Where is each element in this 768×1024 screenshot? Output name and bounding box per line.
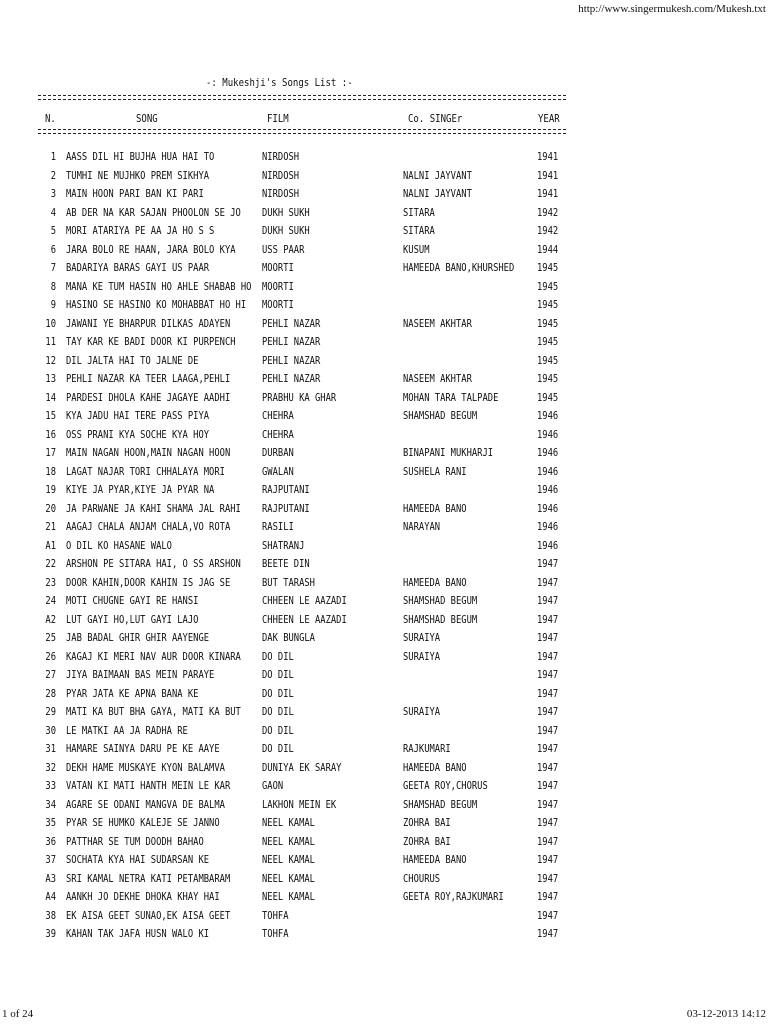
- cell-year: 1947: [537, 668, 559, 681]
- table-row: [0, 243, 768, 262]
- cell-song: HAMARE SAINYA DARU PE KE AAYE: [66, 742, 220, 755]
- cell-film: TOHFA: [262, 927, 289, 940]
- cell-year: 1941: [537, 168, 559, 182]
- cell-film: NEEL KAMAL: [262, 853, 315, 866]
- cell-n: 4: [50, 205, 56, 219]
- table-row: [0, 354, 768, 373]
- cell-film: NIRDOSH: [262, 187, 300, 200]
- cell-song: LUT GAYI HO,LUT GAYI LAJO: [66, 612, 199, 626]
- cell-singer: HAMEEDA BANO: [403, 575, 467, 589]
- cell-n: 33: [45, 779, 56, 792]
- table-row: [0, 724, 768, 743]
- cell-singer: KUSUM: [403, 242, 430, 256]
- cell-n: 37: [45, 853, 56, 866]
- cell-film: DUKH SUKH: [262, 224, 310, 237]
- cell-n: 2: [50, 168, 56, 182]
- cell-n: 36: [45, 834, 56, 848]
- cell-singer: SITARA: [403, 224, 435, 237]
- cell-year: 1947: [537, 834, 559, 848]
- cell-n: 30: [45, 723, 56, 737]
- cell-year: 1947: [537, 760, 559, 774]
- cell-song: PYAR SE HUMKO KALEJE SE JANNO: [66, 816, 220, 829]
- cell-n: 29: [45, 705, 56, 718]
- cell-song: LAGAT NAJAR TORI CHHALAYA MORI: [66, 464, 225, 478]
- cell-film: NIRDOSH: [262, 168, 300, 182]
- cell-year: 1947: [537, 927, 559, 940]
- cell-year: 1945: [537, 298, 559, 311]
- table-row: [0, 224, 768, 243]
- list-title: -: Mukeshji's Songs List :-: [206, 76, 353, 89]
- table-row: [0, 650, 768, 669]
- cell-film: DUKH SUKH: [262, 205, 310, 219]
- cell-singer: SHAMSHAD BEGUM: [403, 797, 478, 811]
- cell-film: USS PAAR: [262, 242, 305, 256]
- cell-song: JIYA BAIMAAN BAS MEIN PARAYE: [66, 668, 215, 681]
- cell-song: LE MATKI AA JA RADHA RE: [66, 723, 188, 737]
- cell-song: SOCHATA KYA HAI SUDARSAN KE: [66, 853, 210, 866]
- cell-singer: SHAMSHAD BEGUM: [403, 409, 478, 422]
- cell-year: 1947: [537, 705, 559, 718]
- cell-song: TUMHI NE MUJHKO PREM SIKHYA: [66, 168, 210, 182]
- cell-film: MOORTI: [262, 279, 294, 293]
- table-row: [0, 779, 768, 798]
- cell-year: 1945: [537, 372, 559, 385]
- header-rule-top: [38, 95, 566, 100]
- cell-n: 6: [50, 242, 56, 256]
- cell-film: TOHFA: [262, 908, 289, 922]
- table-row: [0, 539, 768, 558]
- cell-song: O DIL KO HASANE WALO: [66, 538, 172, 552]
- cell-year: 1945: [537, 390, 559, 404]
- cell-singer: GEETA ROY,RAJKUMARI: [403, 890, 504, 903]
- cell-year: 1947: [537, 594, 559, 607]
- cell-n: 19: [45, 483, 56, 496]
- cell-film: CHEHRA: [262, 409, 294, 422]
- table-row: [0, 409, 768, 428]
- column-header-n: N.: [45, 112, 56, 125]
- print-datetime: 03-12-2013 14:12: [686, 1008, 766, 1020]
- cell-n: 31: [45, 742, 56, 755]
- cell-year: 1942: [537, 224, 559, 237]
- cell-film: MOORTI: [262, 298, 294, 311]
- cell-year: 1947: [537, 779, 559, 792]
- table-row: [0, 742, 768, 761]
- cell-n: 26: [45, 649, 56, 663]
- cell-song: MAIN NAGAN HOON,MAIN NAGAN HOON: [66, 446, 231, 459]
- page-number: 1 of 24: [2, 1008, 34, 1020]
- cell-n: 28: [45, 686, 56, 700]
- cell-film: DO DIL: [262, 705, 294, 718]
- cell-singer: NARAYAN: [403, 520, 441, 533]
- cell-film: PEHLI NAZAR: [262, 372, 321, 385]
- cell-song: VATAN KI MATI HANTH MEIN LE KAR: [66, 779, 231, 792]
- column-header-film: FILM: [267, 112, 289, 125]
- cell-film: BUT TARASH: [262, 575, 315, 589]
- table-row: [0, 261, 768, 280]
- cell-year: 1947: [537, 723, 559, 737]
- cell-n: 13: [45, 372, 56, 385]
- cell-song: KYA JADU HAI TERE PASS PIYA: [66, 409, 210, 422]
- cell-n: 11: [45, 335, 56, 348]
- cell-year: 1946: [537, 446, 559, 459]
- table-row: [0, 576, 768, 595]
- cell-year: 1947: [537, 612, 559, 626]
- cell-n: 23: [45, 575, 56, 589]
- cell-n: 21: [45, 520, 56, 533]
- cell-n: 22: [45, 557, 56, 570]
- cell-year: 1946: [537, 464, 559, 478]
- table-row: [0, 687, 768, 706]
- cell-year: 1945: [537, 316, 559, 330]
- cell-year: 1941: [537, 150, 559, 163]
- cell-year: 1945: [537, 261, 559, 274]
- column-header-song: SONG: [136, 112, 158, 125]
- cell-film: NEEL KAMAL: [262, 890, 315, 903]
- cell-n: A1: [45, 538, 56, 552]
- table-row: [0, 872, 768, 891]
- cell-year: 1946: [537, 501, 559, 515]
- cell-film: NIRDOSH: [262, 150, 300, 163]
- table-row: [0, 465, 768, 484]
- cell-n: 3: [50, 187, 56, 200]
- cell-song: PYAR JATA KE APNA BANA KE: [66, 686, 199, 700]
- cell-n: 10: [45, 316, 56, 330]
- cell-film: PEHLI NAZAR: [262, 316, 321, 330]
- cell-song: DOOR KAHIN,DOOR KAHIN IS JAG SE: [66, 575, 231, 589]
- cell-year: 1941: [537, 187, 559, 200]
- cell-song: MORI ATARIYA PE AA JA HO S S: [66, 224, 215, 237]
- cell-film: PEHLI NAZAR: [262, 353, 321, 367]
- cell-n: 34: [45, 797, 56, 811]
- cell-year: 1946: [537, 538, 559, 552]
- cell-n: 32: [45, 760, 56, 774]
- cell-song: AANKH JO DEKHE DHOKA KHAY HAI: [66, 890, 220, 903]
- cell-film: PEHLI NAZAR: [262, 335, 321, 348]
- cell-year: 1947: [537, 853, 559, 866]
- cell-film: NEEL KAMAL: [262, 816, 315, 829]
- cell-song: AGARE SE ODANI MANGVA DE BALMA: [66, 797, 225, 811]
- cell-year: 1947: [537, 871, 559, 885]
- cell-n: 1: [50, 150, 56, 163]
- table-row: [0, 206, 768, 225]
- table-row: [0, 890, 768, 909]
- cell-singer: HAMEEDA BANO: [403, 853, 467, 866]
- songs-table: [0, 150, 768, 946]
- cell-n: 5: [50, 224, 56, 237]
- cell-song: MANA KE TUM HASIN HO AHLE SHABAB HO: [66, 279, 252, 293]
- cell-film: NEEL KAMAL: [262, 834, 315, 848]
- cell-singer: NALNI JAYVANT: [403, 168, 472, 182]
- cell-song: JAWANI YE BHARPUR DILKAS ADAYEN: [66, 316, 231, 330]
- column-header-year: YEAR: [538, 112, 560, 125]
- cell-song: MOTI CHUGNE GAYI RE HANSI: [66, 594, 199, 607]
- cell-film: RASILI: [262, 520, 294, 533]
- cell-film: MOORTI: [262, 261, 294, 274]
- table-row: [0, 520, 768, 539]
- table-row: [0, 169, 768, 188]
- page-url: http://www.singermukesh.com/Mukesh.txt: [578, 3, 766, 15]
- cell-film: BEETE DIN: [262, 557, 310, 570]
- cell-singer: GEETA ROY,CHORUS: [403, 779, 488, 792]
- cell-year: 1945: [537, 335, 559, 348]
- cell-film: DUNIYA EK SARAY: [262, 760, 342, 774]
- cell-film: CHHEEN LE AAZADI: [262, 594, 347, 607]
- cell-n: 8: [50, 279, 56, 293]
- table-row: [0, 428, 768, 447]
- cell-n: A2: [45, 612, 56, 626]
- table-row: [0, 557, 768, 576]
- cell-singer: ZOHRA BAI: [403, 834, 451, 848]
- cell-song: DEKH HAME MUSKAYE KYON BALAMVA: [66, 760, 225, 774]
- cell-year: 1947: [537, 686, 559, 700]
- cell-song: AB DER NA KAR SAJAN PHOOLON SE JO: [66, 205, 241, 219]
- cell-year: 1944: [537, 242, 559, 256]
- cell-film: RAJPUTANI: [262, 501, 310, 515]
- table-row: [0, 483, 768, 502]
- cell-film: NEEL KAMAL: [262, 871, 315, 885]
- cell-year: 1947: [537, 908, 559, 922]
- cell-song: JARA BOLO RE HAAN, JARA BOLO KYA: [66, 242, 236, 256]
- table-row: [0, 391, 768, 410]
- cell-singer: SHAMSHAD BEGUM: [403, 612, 478, 626]
- cell-n: 17: [45, 446, 56, 459]
- table-row: [0, 335, 768, 354]
- cell-n: 25: [45, 631, 56, 644]
- cell-singer: MOHAN TARA TALPADE: [403, 390, 499, 404]
- cell-n: 18: [45, 464, 56, 478]
- cell-song: KIYE JA PYAR,KIYE JA PYAR NA: [66, 483, 215, 496]
- table-row: [0, 798, 768, 817]
- cell-song: ARSHON PE SITARA HAI, O SS ARSHON: [66, 557, 241, 570]
- cell-year: 1946: [537, 427, 559, 441]
- cell-film: CHHEEN LE AAZADI: [262, 612, 347, 626]
- table-row: [0, 853, 768, 872]
- cell-singer: SURAIYA: [403, 705, 441, 718]
- cell-n: A3: [45, 871, 56, 885]
- cell-singer: SITARA: [403, 205, 435, 219]
- table-row: [0, 927, 768, 946]
- table-row: [0, 502, 768, 521]
- cell-song: KAGAJ KI MERI NAV AUR DOOR KINARA: [66, 649, 241, 663]
- cell-year: 1946: [537, 520, 559, 533]
- cell-film: DURBAN: [262, 446, 294, 459]
- cell-song: BADARIYA BARAS GAYI US PAAR: [66, 261, 210, 274]
- table-row: [0, 150, 768, 169]
- cell-n: 12: [45, 353, 56, 367]
- table-row: [0, 280, 768, 299]
- cell-singer: SURAIYA: [403, 631, 441, 644]
- cell-singer: NASEEM AKHTAR: [403, 372, 472, 385]
- cell-singer: CHOURUS: [403, 871, 441, 885]
- cell-song: MATI KA BUT BHA GAYA, MATI KA BUT: [66, 705, 241, 718]
- cell-year: 1946: [537, 409, 559, 422]
- cell-song: JA PARWANE JA KAHI SHAMA JAL RAHI: [66, 501, 241, 515]
- cell-singer: SUSHELA RANI: [403, 464, 467, 478]
- cell-song: AASS DIL HI BUJHA HUA HAI TO: [66, 150, 215, 163]
- cell-song: OSS PRANI KYA SOCHE KYA HOY: [66, 427, 210, 441]
- cell-n: 24: [45, 594, 56, 607]
- cell-n: 14: [45, 390, 56, 404]
- table-row: [0, 631, 768, 650]
- cell-song: TAY KAR KE BADI DOOR KI PURPENCH: [66, 335, 236, 348]
- cell-singer: HAMEEDA BANO: [403, 760, 467, 774]
- cell-n: 35: [45, 816, 56, 829]
- header-rule-bottom: [38, 129, 566, 134]
- cell-singer: NASEEM AKHTAR: [403, 316, 472, 330]
- cell-song: HASINO SE HASINO KO MOHABBAT HO HI: [66, 298, 247, 311]
- cell-singer: ZOHRA BAI: [403, 816, 451, 829]
- table-row: [0, 317, 768, 336]
- cell-year: 1947: [537, 631, 559, 644]
- cell-n: 38: [45, 908, 56, 922]
- cell-film: DO DIL: [262, 668, 294, 681]
- cell-song: PATTHAR SE TUM DOODH BAHAO: [66, 834, 204, 848]
- cell-year: 1947: [537, 557, 559, 570]
- cell-film: GAON: [262, 779, 284, 792]
- cell-year: 1946: [537, 483, 559, 496]
- cell-film: PRABHU KA GHAR: [262, 390, 337, 404]
- table-row: [0, 298, 768, 317]
- cell-n: A4: [45, 890, 56, 903]
- cell-year: 1947: [537, 797, 559, 811]
- table-row: [0, 909, 768, 928]
- cell-film: DO DIL: [262, 723, 294, 737]
- cell-singer: HAMEEDA BANO,KHURSHED: [403, 261, 515, 274]
- table-row: [0, 446, 768, 465]
- cell-film: LAKHON MEIN EK: [262, 797, 337, 811]
- cell-year: 1945: [537, 279, 559, 293]
- cell-song: PEHLI NAZAR KA TEER LAAGA,PEHLI: [66, 372, 231, 385]
- table-row: [0, 761, 768, 780]
- table-row: [0, 816, 768, 835]
- cell-song: SRI KAMAL NETRA KATI PETAMBARAM: [66, 871, 231, 885]
- cell-singer: BINAPANI MUKHARJI: [403, 446, 494, 459]
- cell-song: PARDESI DHOLA KAHE JAGAYE AADHI: [66, 390, 231, 404]
- cell-film: DO DIL: [262, 649, 294, 663]
- table-row: [0, 835, 768, 854]
- cell-year: 1942: [537, 205, 559, 219]
- cell-year: 1945: [537, 353, 559, 367]
- cell-year: 1947: [537, 816, 559, 829]
- table-row: [0, 668, 768, 687]
- table-row: [0, 594, 768, 613]
- cell-year: 1947: [537, 890, 559, 903]
- table-row: [0, 372, 768, 391]
- cell-film: GWALAN: [262, 464, 294, 478]
- cell-song: AAGAJ CHALA ANJAM CHALA,VO ROTA: [66, 520, 231, 533]
- cell-song: KAHAN TAK JAFA HUSN WALO KI: [66, 927, 210, 940]
- cell-n: 15: [45, 409, 56, 422]
- column-header-singer: Co. SINGEr: [408, 112, 463, 125]
- cell-n: 20: [45, 501, 56, 515]
- cell-singer: SHAMSHAD BEGUM: [403, 594, 478, 607]
- cell-n: 7: [50, 261, 56, 274]
- cell-singer: RAJKUMARI: [403, 742, 451, 755]
- cell-singer: HAMEEDA BANO: [403, 501, 467, 515]
- table-row: [0, 705, 768, 724]
- cell-film: DAK BUNGLA: [262, 631, 315, 644]
- cell-film: RAJPUTANI: [262, 483, 310, 496]
- cell-singer: NALNI JAYVANT: [403, 187, 472, 200]
- cell-n: 16: [45, 427, 56, 441]
- cell-singer: SURAIYA: [403, 649, 441, 663]
- cell-film: DO DIL: [262, 686, 294, 700]
- cell-film: SHATRANJ: [262, 538, 305, 552]
- cell-year: 1947: [537, 742, 559, 755]
- cell-song: MAIN HOON PARI BAN KI PARI: [66, 187, 204, 200]
- cell-year: 1947: [537, 649, 559, 663]
- cell-song: DIL JALTA HAI TO JALNE DE: [66, 353, 199, 367]
- cell-year: 1947: [537, 575, 559, 589]
- cell-n: 39: [45, 927, 56, 940]
- table-row: [0, 613, 768, 632]
- table-row: [0, 187, 768, 206]
- cell-film: DO DIL: [262, 742, 294, 755]
- cell-n: 9: [50, 298, 56, 311]
- cell-n: 27: [45, 668, 56, 681]
- cell-film: CHEHRA: [262, 427, 294, 441]
- cell-song: EK AISA GEET SUNAO,EK AISA GEET: [66, 908, 231, 922]
- cell-song: JAB BADAL GHIR GHIR AAYENGE: [66, 631, 210, 644]
